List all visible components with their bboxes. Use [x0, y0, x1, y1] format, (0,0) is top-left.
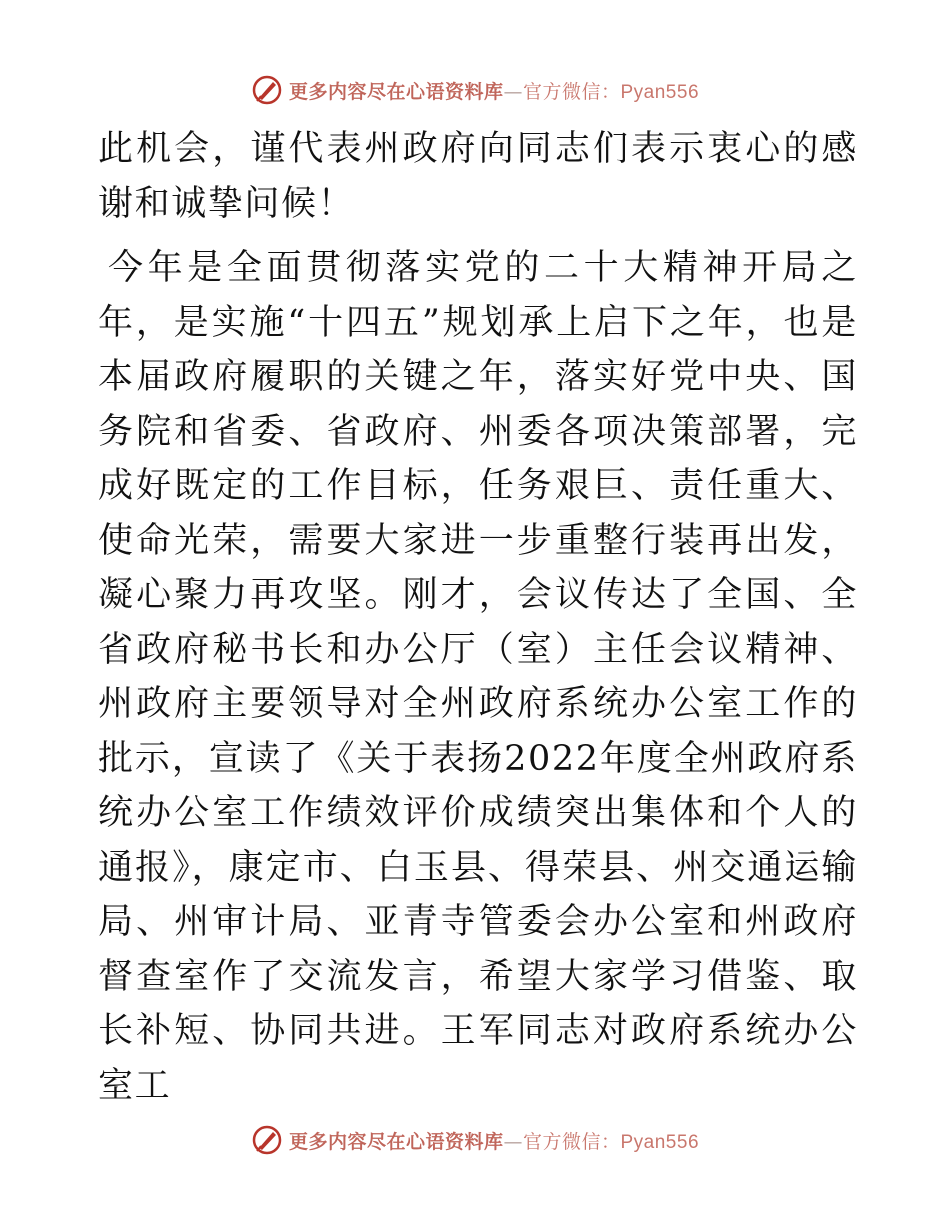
quill-pen-logo-icon — [251, 74, 283, 106]
header-wechat-id: Pyan556 — [620, 81, 700, 103]
header-brand: 更多内容尽在心语资料库 — [288, 80, 504, 103]
footer-wechat-label: 官方微信： — [522, 1130, 621, 1153]
footer-banner — [0, 1120, 950, 1160]
footer-banner-text — [289, 1127, 699, 1154]
footer-separator: — — [503, 1130, 523, 1153]
header-wechat-label: 官方微信： — [522, 80, 621, 103]
header-banner-text — [289, 77, 699, 104]
paragraph-2: 今年是全面贯彻落实党的二十大精神开局之年，是实施“十四五”规划承上启下之年，也是本届政府履职的关键之年，落实好党中央、国务院和省委、省政府、州委各项决策部署，完成好既定的工作目标，任务艰巨、责任重大、使命光荣，需要大家进一步重整行装再出发，凝心聚力再攻坚。刚才，会议传达了全国、全省政府秘书长和办公厅（室）主任会议精神、州政府主要领导对全州政府系统办公室工作的批示，宣读了《关于表扬2022年度全州政府系统办公室工作绩效评价成绩突出集体和个人的通报》，康定市、白玉县、得荣县、州交通运输局、州审计局、亚青寺管委会办公室和州政府督查室作了交流发言，希望大家学习借鉴、取长补短、协同共进。王军同志对政府系统办公室工 — [98, 248, 858, 1106]
quill-pen-logo-icon — [251, 1124, 283, 1156]
document-body — [98, 122, 858, 1113]
header-banner — [0, 70, 950, 110]
header-separator: — — [503, 80, 523, 103]
footer-brand: 更多内容尽在心语资料库 — [288, 1130, 504, 1153]
footer-wechat-id: Pyan556 — [620, 1131, 700, 1153]
paragraph-1: 此机会，谨代表州政府向同志们表示衷心的感谢和诚挚问候！ — [98, 129, 858, 224]
